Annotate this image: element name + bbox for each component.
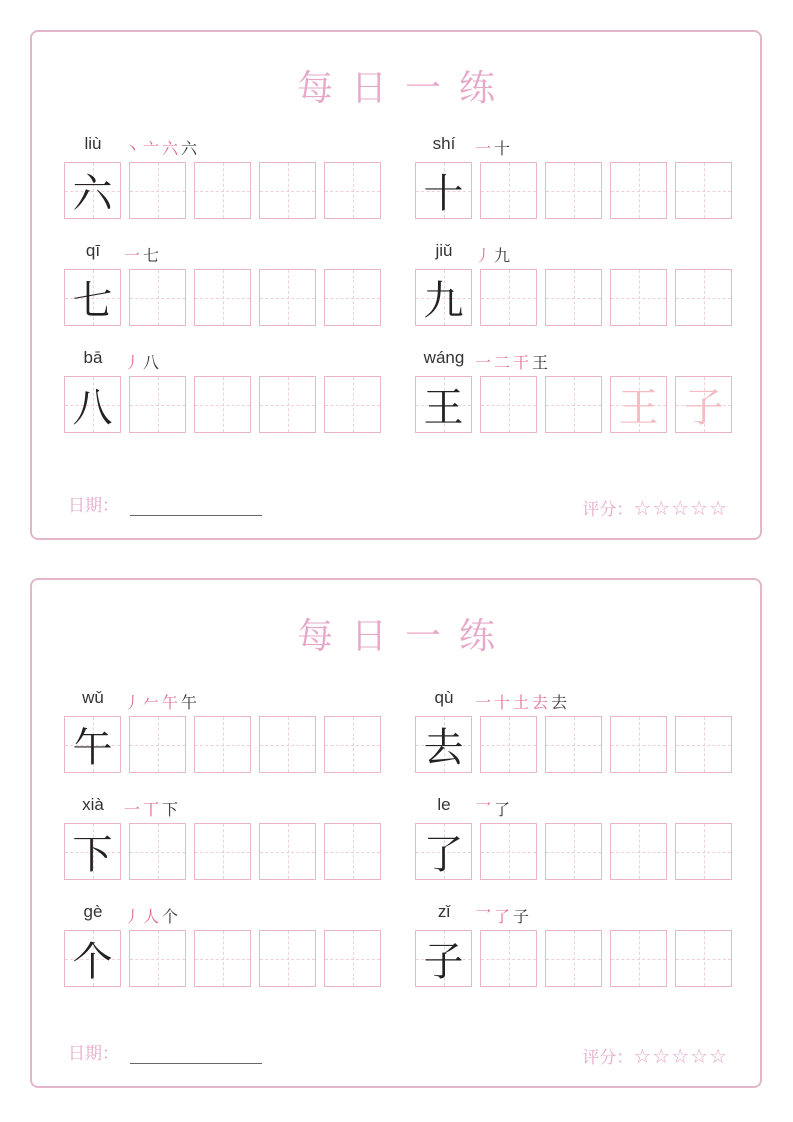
practice-cell[interactable]: [610, 162, 667, 219]
practice-cell[interactable]: [129, 269, 186, 326]
char-entry-shi: [415, 134, 735, 234]
pinyin: wǔ: [82, 688, 104, 707]
stroke-step: 一: [124, 800, 141, 819]
practice-cell[interactable]: [324, 269, 381, 326]
stroke-order: [475, 350, 551, 370]
char-entry-ge: [64, 902, 384, 1002]
stroke-order: [124, 136, 200, 156]
stroke-step: 六: [181, 139, 198, 158]
practice-cell[interactable]: [324, 376, 381, 433]
stroke-step: 十: [494, 693, 511, 712]
char-entry-wang: [415, 348, 735, 448]
practice-card-2: [30, 578, 762, 1088]
stroke-step: 丿: [124, 693, 141, 712]
model-char: 十: [423, 171, 464, 217]
date-label: 日期：: [68, 496, 119, 516]
stroke-step: 丿: [475, 246, 492, 265]
pinyin: jiǔ: [435, 241, 453, 260]
date-field[interactable]: [130, 515, 262, 516]
model-char: 个: [72, 939, 113, 985]
practice-cell[interactable]: [324, 716, 381, 773]
stroke-step: 干: [513, 353, 530, 372]
score-area: [582, 1043, 728, 1068]
char-entry-qu: [415, 688, 735, 788]
faded-char: 王: [618, 385, 659, 431]
stroke-step: 土: [513, 693, 530, 712]
practice-cell[interactable]: [129, 823, 186, 880]
model-char: 王: [423, 385, 464, 431]
model-cell: [415, 269, 472, 326]
pinyin: liù: [84, 134, 102, 153]
stroke-step: 午: [162, 693, 179, 712]
stroke-step: 了: [494, 907, 511, 926]
stroke-order: [475, 904, 532, 924]
stroke-step: 𠂉: [143, 693, 160, 712]
practice-cell[interactable]: [194, 930, 251, 987]
stroke-step: 八: [143, 353, 160, 372]
model-cell: [415, 162, 472, 219]
model-char: 六: [72, 171, 113, 217]
practice-cell[interactable]: [259, 376, 316, 433]
faded-char: 子: [683, 385, 724, 431]
pinyin: qī: [85, 241, 101, 260]
practice-cell[interactable]: [610, 823, 667, 880]
stroke-step: 个: [162, 907, 179, 926]
card-title: 每日一练: [296, 68, 513, 109]
score-area: [582, 495, 728, 520]
date-label: 日期：: [68, 1044, 119, 1064]
pinyin: zǐ: [437, 902, 451, 921]
practice-cell[interactable]: [610, 269, 667, 326]
practice-cell[interactable]: [259, 269, 316, 326]
star-rating[interactable]: ☆☆☆☆☆: [633, 496, 728, 520]
model-char: 午: [72, 725, 113, 771]
stroke-order: [124, 690, 200, 710]
char-entry-zi: [415, 902, 735, 1002]
char-entry-le: [415, 795, 735, 895]
score-label: 评分：: [582, 1048, 634, 1068]
practice-cell[interactable]: [324, 823, 381, 880]
practice-cell[interactable]: [194, 823, 251, 880]
pinyin: wáng: [423, 348, 465, 367]
stroke-step: 丿: [124, 907, 141, 926]
practice-cell[interactable]: [480, 930, 537, 987]
stroke-order: [475, 243, 513, 263]
model-cell: [64, 269, 121, 326]
stroke-step: 六: [162, 139, 179, 158]
stroke-step: 七: [143, 246, 160, 265]
model-char: 七: [72, 278, 113, 324]
char-entry-qi: [64, 241, 384, 341]
practice-cell[interactable]: [480, 269, 537, 326]
stroke-step: 九: [494, 246, 511, 265]
stroke-step: 二: [494, 353, 511, 372]
practice-card-1: [30, 30, 762, 540]
model-cell: [415, 823, 472, 880]
practice-cell[interactable]: [675, 162, 732, 219]
practice-cell[interactable]: [129, 162, 186, 219]
practice-cell[interactable]: [480, 376, 537, 433]
practice-cell[interactable]: [545, 716, 602, 773]
model-char: 八: [72, 385, 113, 431]
stroke-step: 人: [143, 907, 160, 926]
star-rating[interactable]: ☆☆☆☆☆: [633, 1044, 728, 1068]
stroke-step: 下: [162, 800, 179, 819]
char-entry-wu: [64, 688, 384, 788]
practice-cell[interactable]: [324, 930, 381, 987]
stroke-step: 一: [475, 693, 492, 712]
stroke-order: [124, 904, 181, 924]
card-title: 每日一练: [296, 616, 513, 657]
practice-cell[interactable]: [675, 376, 732, 433]
stroke-step: 午: [181, 693, 198, 712]
stroke-step: 子: [513, 907, 530, 926]
char-entry-liu: [64, 134, 384, 234]
practice-cell[interactable]: [129, 376, 186, 433]
stroke-step: 亠: [143, 139, 160, 158]
char-entry-ba: [64, 348, 384, 448]
practice-cell[interactable]: [194, 162, 251, 219]
pinyin: le: [437, 795, 451, 814]
practice-cell[interactable]: [545, 162, 602, 219]
practice-cell[interactable]: [259, 823, 316, 880]
date-field[interactable]: [130, 1063, 262, 1064]
model-char: 下: [72, 832, 113, 878]
model-cell: [64, 716, 121, 773]
stroke-order: [475, 797, 513, 817]
model-cell: [64, 930, 121, 987]
score-label: 评分：: [582, 500, 634, 520]
stroke-order: [124, 797, 181, 817]
practice-cell[interactable]: [259, 162, 316, 219]
stroke-step: 去: [551, 693, 568, 712]
stroke-step: 一: [124, 246, 141, 265]
practice-cell[interactable]: [675, 823, 732, 880]
stroke-step: 乛: [475, 800, 492, 819]
pinyin: qù: [434, 688, 454, 707]
practice-cell[interactable]: [194, 716, 251, 773]
stroke-step: 王: [532, 353, 549, 372]
practice-cell[interactable]: [480, 162, 537, 219]
stroke-order: [475, 690, 570, 710]
stroke-step: 丶: [124, 139, 141, 158]
model-char: 子: [423, 939, 464, 985]
model-char: 九: [423, 278, 464, 324]
practice-cell[interactable]: [545, 269, 602, 326]
practice-cell[interactable]: [194, 376, 251, 433]
practice-cell[interactable]: [545, 823, 602, 880]
stroke-order: [124, 243, 162, 263]
pinyin: gè: [83, 902, 103, 921]
practice-cell[interactable]: [194, 269, 251, 326]
model-cell: [415, 716, 472, 773]
stroke-step: 丿: [124, 353, 141, 372]
model-cell: [64, 376, 121, 433]
practice-cell[interactable]: [480, 823, 537, 880]
stroke-step: 十: [494, 139, 511, 158]
model-char: 去: [423, 725, 464, 771]
practice-cell[interactable]: [675, 269, 732, 326]
practice-cell[interactable]: [610, 376, 667, 433]
stroke-step: 一: [475, 353, 492, 372]
pinyin: bā: [83, 348, 103, 367]
practice-cell[interactable]: [675, 930, 732, 987]
model-cell: [415, 930, 472, 987]
model-cell: [415, 376, 472, 433]
practice-cell[interactable]: [610, 930, 667, 987]
stroke-step: 丅: [143, 800, 160, 819]
practice-cell[interactable]: [610, 716, 667, 773]
pinyin: shí: [432, 134, 456, 153]
model-cell: [64, 823, 121, 880]
char-entry-jiu: [415, 241, 735, 341]
stroke-step: 乛: [475, 907, 492, 926]
char-entry-xia: [64, 795, 384, 895]
practice-cell[interactable]: [129, 930, 186, 987]
faded-char: [546, 377, 601, 432]
stroke-order: [475, 136, 513, 156]
practice-cell[interactable]: [324, 162, 381, 219]
practice-cell[interactable]: [545, 930, 602, 987]
practice-cell[interactable]: [480, 716, 537, 773]
practice-cell[interactable]: [259, 716, 316, 773]
practice-cell[interactable]: [545, 376, 602, 433]
stroke-step: 去: [532, 693, 549, 712]
stroke-step: 一: [475, 139, 492, 158]
practice-cell[interactable]: [259, 930, 316, 987]
practice-cell[interactable]: [129, 716, 186, 773]
faded-char: [481, 377, 536, 432]
stroke-order: [124, 350, 162, 370]
practice-cell[interactable]: [675, 716, 732, 773]
stroke-step: 了: [494, 800, 511, 819]
pinyin: xià: [82, 795, 104, 814]
model-cell: [64, 162, 121, 219]
model-char: 了: [423, 832, 464, 878]
